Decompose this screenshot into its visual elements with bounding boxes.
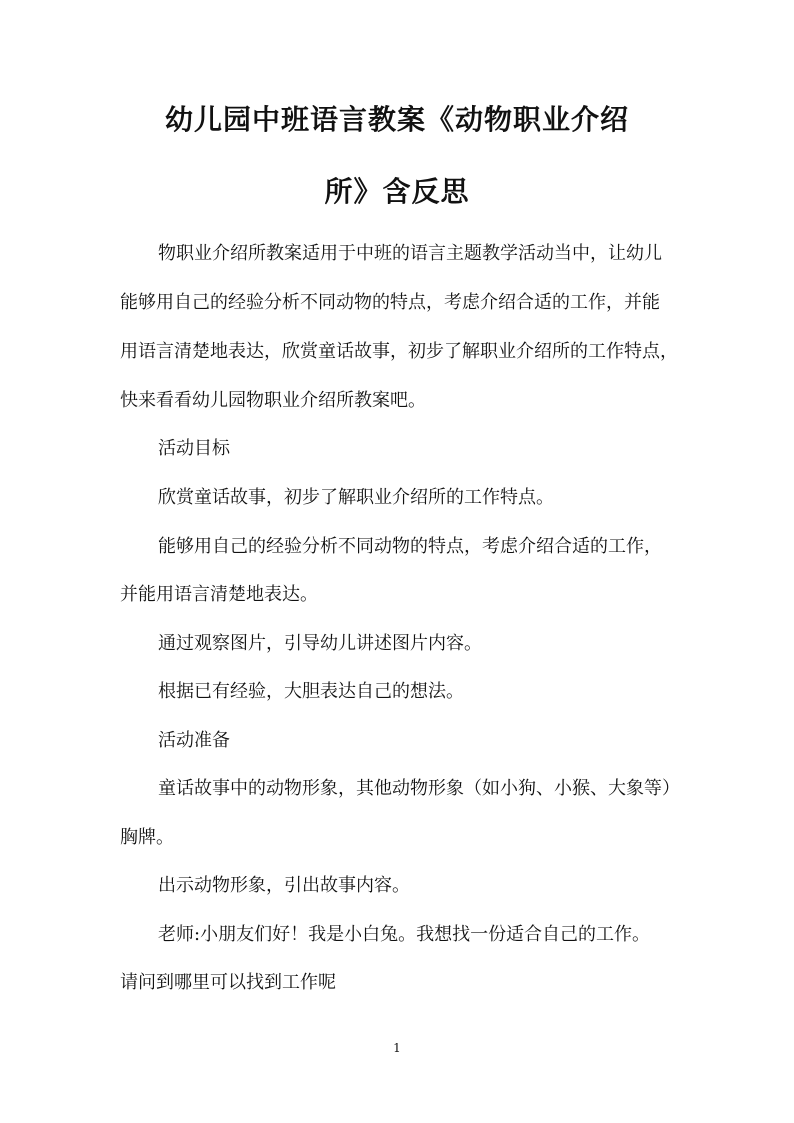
section-heading-preparation: 活动准备 [158, 730, 230, 751]
goal-item: 能够用自己的经验分析不同动物的特点，考虑介绍合适的工作， [158, 536, 662, 557]
goal-item: 欣赏童话故事，初步了解职业介绍所的工作特点。 [158, 487, 554, 508]
goal-item: 根据已有经验，大胆表达自己的想法。 [158, 681, 464, 702]
preparation-item: 童话故事中的动物形象，其他动物形象（如小狗、小猴、大象等） [158, 778, 680, 799]
goal-item: 通过观察图片，引导幼儿讲述图片内容。 [158, 633, 482, 654]
preparation-item-continued: 胸牌。 [120, 827, 174, 848]
intro-paragraph-line: 用语言清楚地表达，欣赏童话故事，初步了解职业介绍所的工作特点， [120, 341, 678, 362]
document-title-line-2: 所》含反思 [324, 175, 470, 208]
goal-item-continued: 并能用语言清楚地表达。 [120, 584, 318, 605]
intro-paragraph-line: 物职业介绍所教案适用于中班的语言主题教学活动当中，让幼儿 [158, 243, 662, 264]
intro-paragraph-line: 能够用自己的经验分析不同动物的特点，考虑介绍合适的工作，并能 [120, 292, 660, 313]
procedure-line: 老师:小朋友们好！我是小白兔。我想找一份适合自己的工作。 [158, 924, 651, 945]
page-number: 1 [393, 1041, 401, 1055]
section-heading-goals: 活动目标 [158, 438, 230, 459]
document-title-line-1: 幼儿园中班语言教案《动物职业介绍 [164, 103, 629, 136]
intro-paragraph-line: 快来看看幼儿园物职业介绍所教案吧。 [120, 390, 426, 411]
procedure-line-continued: 请问到哪里可以找到工作呢 [120, 972, 336, 993]
procedure-line: 出示动物形象，引出故事内容。 [158, 875, 410, 896]
